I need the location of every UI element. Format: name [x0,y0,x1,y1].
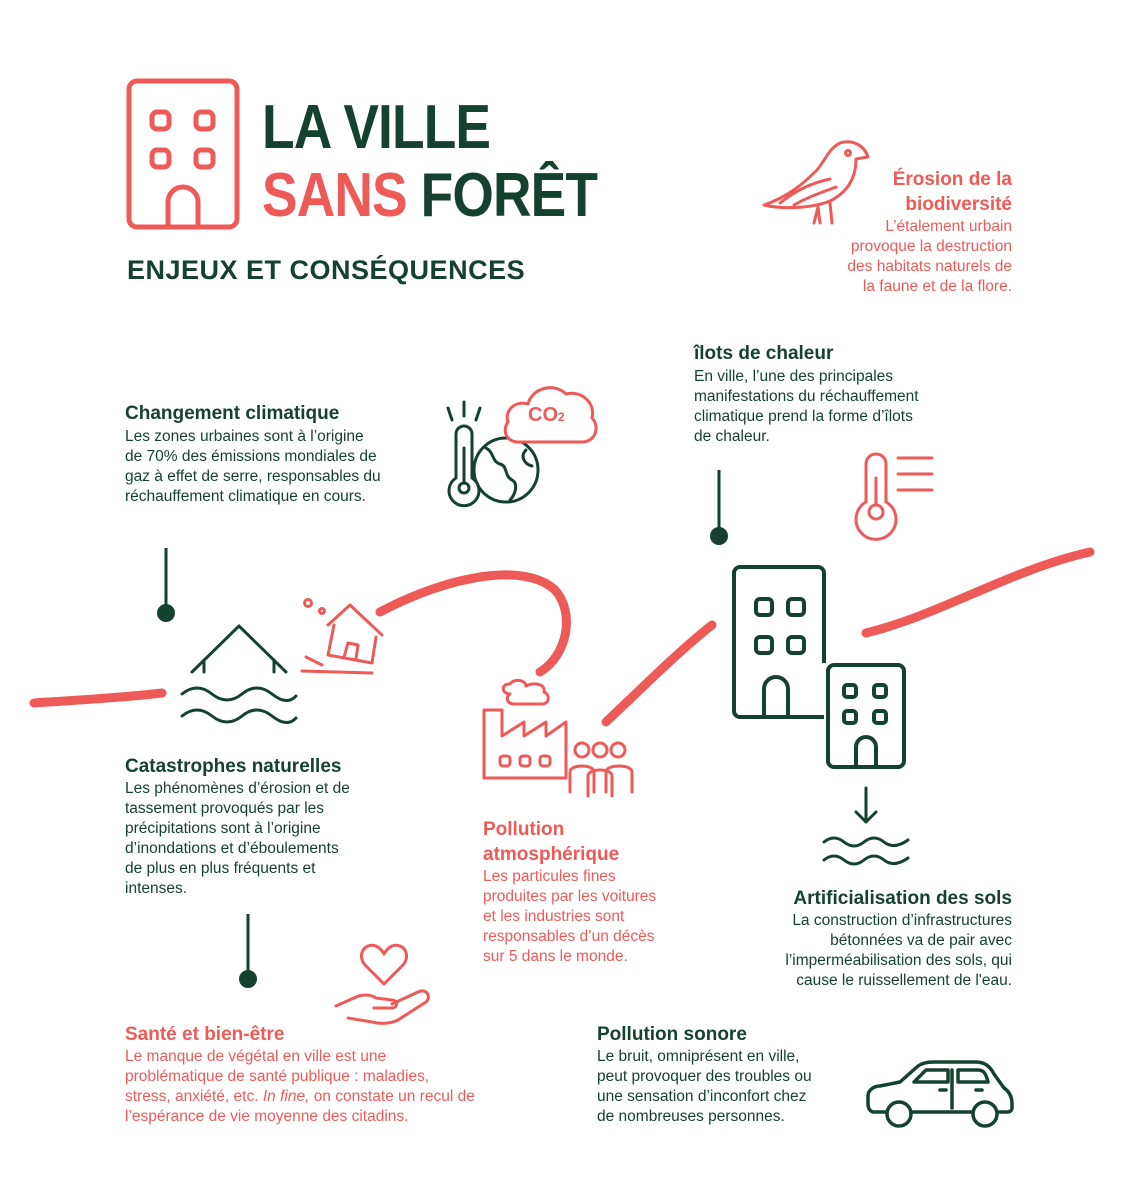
falling-house-icon [298,595,388,675]
catastrophes-title: Catastrophes naturelles [125,756,342,777]
pollution-atmo-text-line: et les industries sont [483,908,625,925]
biodiversite-title-line2: biodiversité [905,194,1012,215]
title-word-foret: FORÊT [420,161,598,230]
ilots-text-line: de chaleur. [694,428,770,445]
catastrophes-text-line: intenses. [125,880,188,897]
sante-text-span: on constate un recul de [313,1088,475,1105]
sonore-text-line: une sensation d’inconfort chez [597,1088,807,1105]
artificialisation-text [712,911,1012,991]
co2-label [528,404,565,427]
pollution-atmo-text-line: produites par les voitures [483,888,657,905]
co2-text: CO [528,404,558,426]
biodiversite-title-line1: Érosion de la [892,169,1012,190]
ilots-text-line: manifestations du réchauffement [694,388,919,405]
sante-text [125,1047,545,1127]
catastrophes-text-line: d’inondations et d’éboulements [125,840,339,857]
artificialisation-text-line: cause le ruissellement de l'eau. [796,972,1012,989]
biodiversite-text-line: provoque la destruction [850,238,1012,255]
subtitle: ENJEUX ET CONSÉQUENCES [127,255,526,285]
climat-text-line: Les zones urbaines sont à l’origine [125,428,364,445]
sante-text-span: stress, anxiété, etc. [125,1088,259,1105]
climat-text-line: réchauffement climatique en cours. [125,488,366,505]
pollution-atmo-text [483,867,703,967]
artificialisation-text-line: La construction d’infrastructures [792,912,1012,929]
co2-subscript: 2 [558,410,565,424]
ilots-text-line: climatique prend la forme d’îlots [694,408,913,425]
catastrophes-text-line: Les phénomènes d’érosion et de [125,780,350,797]
catastrophes-text [125,779,415,899]
biodiversite-text-line: L’étalement urbain [885,218,1012,235]
biodiversite-text-line: des habitats naturels de [847,258,1012,275]
water-runoff-icon [820,786,912,866]
ilots-text-line: En ville, l’une des principales [694,368,894,385]
climat-text [125,427,425,507]
sonore-text-line: de nombreuses personnes. [597,1108,785,1125]
pollution-atmo-title-line1: Pollution [483,819,565,840]
sante-text-line [125,1087,545,1107]
car-icon [866,1060,1014,1130]
climat-text-line: de 70% des émissions mondiales de [125,448,377,465]
climat-text-line: gaz à effet de serre, responsables du [125,468,381,485]
biodiversite-text [752,217,1012,297]
catastrophes-text-line: de plus en plus fréquents et [125,860,316,877]
artificialisation-title: Artificialisation des sols [793,888,1012,909]
climat-title: Changement climatique [125,403,340,424]
sonore-text-line: Le bruit, omniprésent en ville, [597,1048,800,1065]
bird-icon [760,135,875,225]
catastrophes-text-line: précipitations sont à l’origine [125,820,321,837]
sante-text-italic: In fine, [262,1088,310,1105]
heart-hand-icon [334,940,434,1028]
thermometer-heat-icon [850,448,940,532]
sante-text-line: l’espérance de vie moyenne des citadins. [125,1108,409,1125]
sante-text-line: Le manque de végétal en ville est une [125,1048,387,1065]
catastrophes-text-line: tassement provoqués par les [125,800,325,817]
sonore-text [597,1047,857,1127]
pollution-atmo-text-line: responsables d’un décès [483,928,655,945]
pollution-atmo-text-line: sur 5 dans le monde. [483,948,628,965]
title-word-sans: SANS [262,161,407,230]
flood-house-icon [178,622,300,728]
biodiversite-text-line: la faune et de la flore. [862,278,1012,295]
buildings-icon [730,565,910,770]
artificialisation-text-line: bétonnées va de pair avec [830,932,1012,949]
sonore-title: Pollution sonore [597,1024,747,1045]
pollution-atmo-title-line2: atmosphérique [483,844,620,865]
artificialisation-text-line: l’imperméabilisation des sols, qui [785,952,1012,969]
pollution-atmo-text-line: Les particules fines [483,868,616,885]
sante-title: Santé et bien-être [125,1024,285,1045]
factory-people-icon [480,680,640,802]
sante-text-line: problématique de santé publique : maladies, [125,1068,430,1085]
sonore-text-line: peut provoquer des troubles ou [597,1068,812,1085]
ilots-text [694,367,994,447]
main-title-line1: LA VILLE [262,93,491,162]
ilots-title: îlots de chaleur [694,343,834,364]
